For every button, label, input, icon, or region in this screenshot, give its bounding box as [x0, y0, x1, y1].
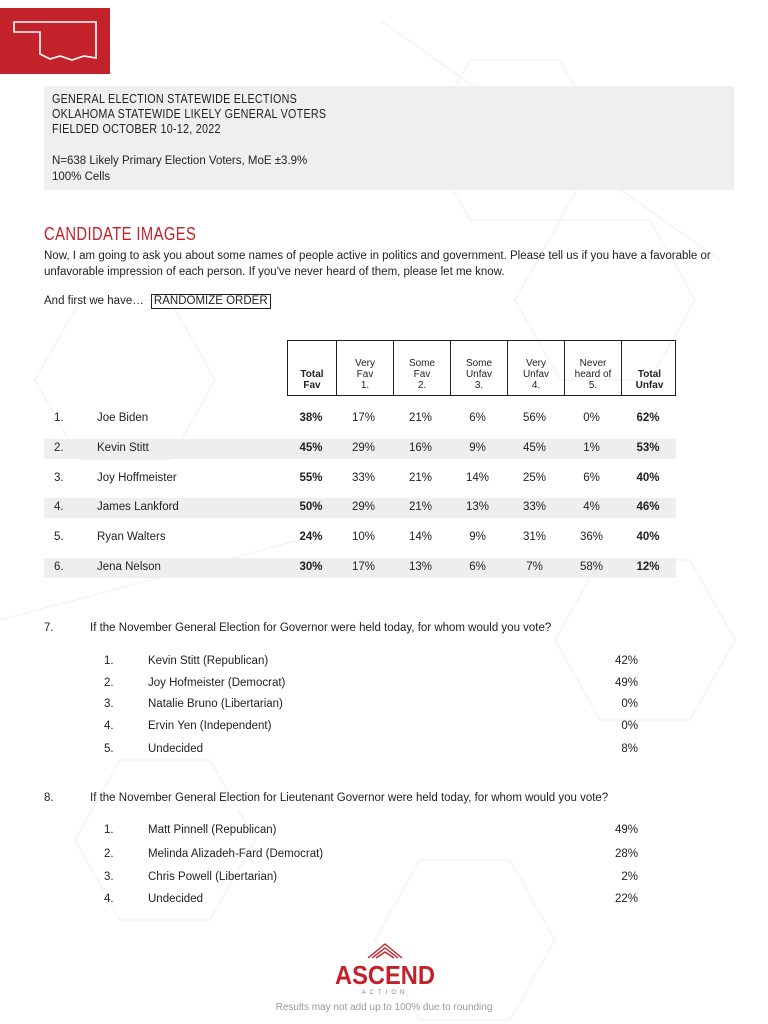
option-label: Melinda Alizadeh-Fard (Democrat) [148, 848, 324, 860]
oklahoma-logo [0, 8, 110, 74]
option-percent: 49% [614, 677, 638, 689]
value-cell: 14% [408, 531, 433, 543]
oklahoma-outline-icon [12, 18, 98, 64]
option-percent: 28% [614, 848, 638, 860]
option-label: Undecided [148, 743, 203, 755]
option-number: 4. [104, 893, 114, 905]
header-title-1: GENERAL ELECTION STATEWIDE ELECTIONS [52, 92, 298, 106]
value-cell: 9% [469, 442, 486, 454]
answer-option [104, 871, 638, 887]
value-cell: 29% [351, 442, 376, 454]
value-cell: 10% [351, 531, 376, 543]
row-number: 2. [54, 442, 64, 454]
candidate-name: James Lankford [97, 501, 179, 513]
ascend-logo [334, 940, 436, 1000]
value-cell: 62% [636, 412, 660, 424]
candidate-name: Ryan Walters [97, 531, 166, 543]
value-cell: 17% [351, 561, 376, 573]
value-cell: 16% [408, 442, 433, 454]
value-cell: 0% [583, 412, 600, 424]
answer-option [104, 824, 638, 840]
option-label: Joy Hofmeister (Democrat) [148, 677, 286, 689]
answer-option [104, 848, 638, 864]
candidate-name: Kevin Stitt [97, 442, 149, 454]
column-header-line: Very [525, 358, 546, 369]
value-cell: 13% [408, 561, 433, 573]
value-cell: 33% [351, 472, 376, 484]
value-cell: 24% [299, 531, 323, 543]
column-header [288, 341, 336, 395]
rounding-note: Results may not add up to 100% due to rounding [275, 1002, 493, 1013]
option-label: Natalie Bruno (Libertarian) [148, 698, 283, 710]
value-cell: 7% [526, 561, 543, 573]
column-header-line: Fav [413, 369, 431, 380]
value-cell: 17% [351, 412, 376, 424]
column-header-line: Unfav [465, 369, 493, 380]
sample-info: N=638 Likely Primary Election Voters, MoE ±3.9% [52, 155, 308, 167]
column-header-line: 3. [474, 380, 484, 391]
option-number: 5. [104, 743, 114, 755]
option-number: 1. [104, 824, 114, 836]
option-number: 3. [104, 871, 114, 883]
section-title: CANDIDATE IMAGES [44, 224, 197, 244]
ascend-house-icon [334, 940, 436, 1000]
value-cell: 6% [469, 412, 486, 424]
value-cell: 40% [636, 472, 660, 484]
value-cell: 45% [522, 442, 547, 454]
table-row [44, 528, 676, 548]
option-percent: 49% [614, 824, 638, 836]
column-header-line: Unfav [522, 369, 550, 380]
option-percent: 0% [621, 720, 638, 732]
column-header-line: Unfav [635, 380, 664, 391]
column-header-line: Total [637, 369, 662, 380]
value-cell: 25% [522, 472, 547, 484]
column-header-line: 5. [588, 380, 598, 391]
column-header-line [288, 358, 336, 369]
column-header-line: 2. [417, 380, 427, 391]
brand-sub: ACTION [361, 990, 409, 996]
value-cell: 38% [299, 412, 323, 424]
option-percent: 2% [621, 871, 638, 883]
option-label: Undecided [148, 893, 203, 905]
option-percent: 22% [614, 893, 638, 905]
value-cell: 53% [636, 442, 660, 454]
value-cell: 36% [579, 531, 604, 543]
question-number: 7. [44, 622, 54, 634]
value-cell: 21% [408, 501, 433, 513]
table-row [44, 498, 676, 518]
header-title-3: FIELDED OCTOBER 10-12, 2022 [52, 122, 221, 136]
row-number: 6. [54, 561, 64, 573]
row-number: 1. [54, 412, 64, 424]
value-cell: 6% [469, 561, 486, 573]
value-cell: 4% [583, 501, 600, 513]
answer-option [104, 720, 638, 736]
column-header [393, 341, 450, 395]
row-number: 4. [54, 501, 64, 513]
value-cell: 46% [636, 501, 660, 513]
answer-option [104, 893, 638, 909]
value-cell: 31% [522, 531, 547, 543]
value-cell: 9% [469, 531, 486, 543]
value-cell: 12% [636, 561, 660, 573]
question-text: If the November General Election for Governor were held today, for whom would you vote? [90, 622, 552, 634]
value-cell: 33% [522, 501, 547, 513]
column-header [564, 341, 621, 395]
value-cell: 56% [522, 412, 547, 424]
column-header-line: Never [579, 358, 607, 369]
question-text: If the November General Election for Lieutenant Governor were held today, for whom would you vote? [90, 792, 609, 804]
value-cell: 14% [465, 472, 490, 484]
column-header-line: Very [354, 358, 375, 369]
column-header [450, 341, 507, 395]
table-row [44, 409, 676, 429]
option-label: Kevin Stitt (Republican) [148, 655, 269, 667]
answer-option [104, 698, 638, 714]
randomize-order-box: RANDOMIZE ORDER [151, 294, 271, 309]
first-have-line [44, 294, 271, 309]
option-percent: 42% [614, 655, 638, 667]
column-header-line: 1. [360, 380, 370, 391]
cells-info: 100% Cells [52, 171, 111, 183]
option-label: Matt Pinnell (Republican) [148, 824, 277, 836]
value-cell: 40% [636, 531, 660, 543]
column-header-line: Fav [303, 380, 321, 391]
column-header-line: Total [300, 369, 324, 380]
column-header-box [287, 340, 676, 396]
column-header [507, 341, 564, 395]
option-number: 4. [104, 720, 114, 732]
value-cell: 30% [299, 561, 323, 573]
option-label: Chris Powell (Libertarian) [148, 871, 278, 883]
value-cell: 58% [579, 561, 604, 573]
option-number: 1. [104, 655, 114, 667]
brand-name: ASCEND [335, 960, 435, 990]
question-number: 8. [44, 792, 54, 804]
column-header-line [622, 358, 677, 369]
candidate-name: Joe Biden [97, 412, 149, 424]
value-cell: 13% [465, 501, 490, 513]
column-header-line: heard of [574, 369, 612, 380]
option-number: 2. [104, 677, 114, 689]
header-title-2: OKLAHOMA STATEWIDE LIKELY GENERAL VOTERS [52, 107, 327, 121]
value-cell: 21% [408, 412, 433, 424]
column-header-line: Some [408, 358, 436, 369]
value-cell: 21% [408, 472, 433, 484]
row-number: 5. [54, 531, 64, 543]
header-box [44, 86, 734, 190]
candidate-name: Joy Hoffmeister [97, 472, 177, 484]
value-cell: 29% [351, 501, 376, 513]
answer-option [104, 677, 638, 693]
option-percent: 8% [621, 743, 638, 755]
value-cell: 1% [583, 442, 600, 454]
option-number: 2. [104, 848, 114, 860]
column-header-line: 4. [531, 380, 541, 391]
table-row [44, 558, 676, 578]
value-cell: 45% [299, 442, 323, 454]
table-row [44, 439, 676, 459]
value-cell: 55% [299, 472, 323, 484]
answer-option [104, 743, 638, 759]
intro-text: Now, I am going to ask you about some names of people active in politics and government. Please tell us if you have a favorable or unfavorable impression of each person. If you've never heard of them, please let me know. [44, 250, 711, 278]
value-cell: 6% [583, 472, 600, 484]
answer-option [104, 655, 638, 671]
value-cell: 50% [299, 501, 323, 513]
column-header-line: Fav [356, 369, 374, 380]
option-number: 3. [104, 698, 114, 710]
option-percent: 0% [621, 698, 638, 710]
column-header [621, 341, 677, 395]
row-number: 3. [54, 472, 64, 484]
first-have-text: And first we have… [44, 295, 144, 307]
option-label: Ervin Yen (Independent) [148, 720, 272, 732]
column-header-line: Some [465, 358, 493, 369]
column-header [336, 341, 393, 395]
table-row [44, 469, 676, 489]
candidate-name: Jena Nelson [97, 561, 161, 573]
